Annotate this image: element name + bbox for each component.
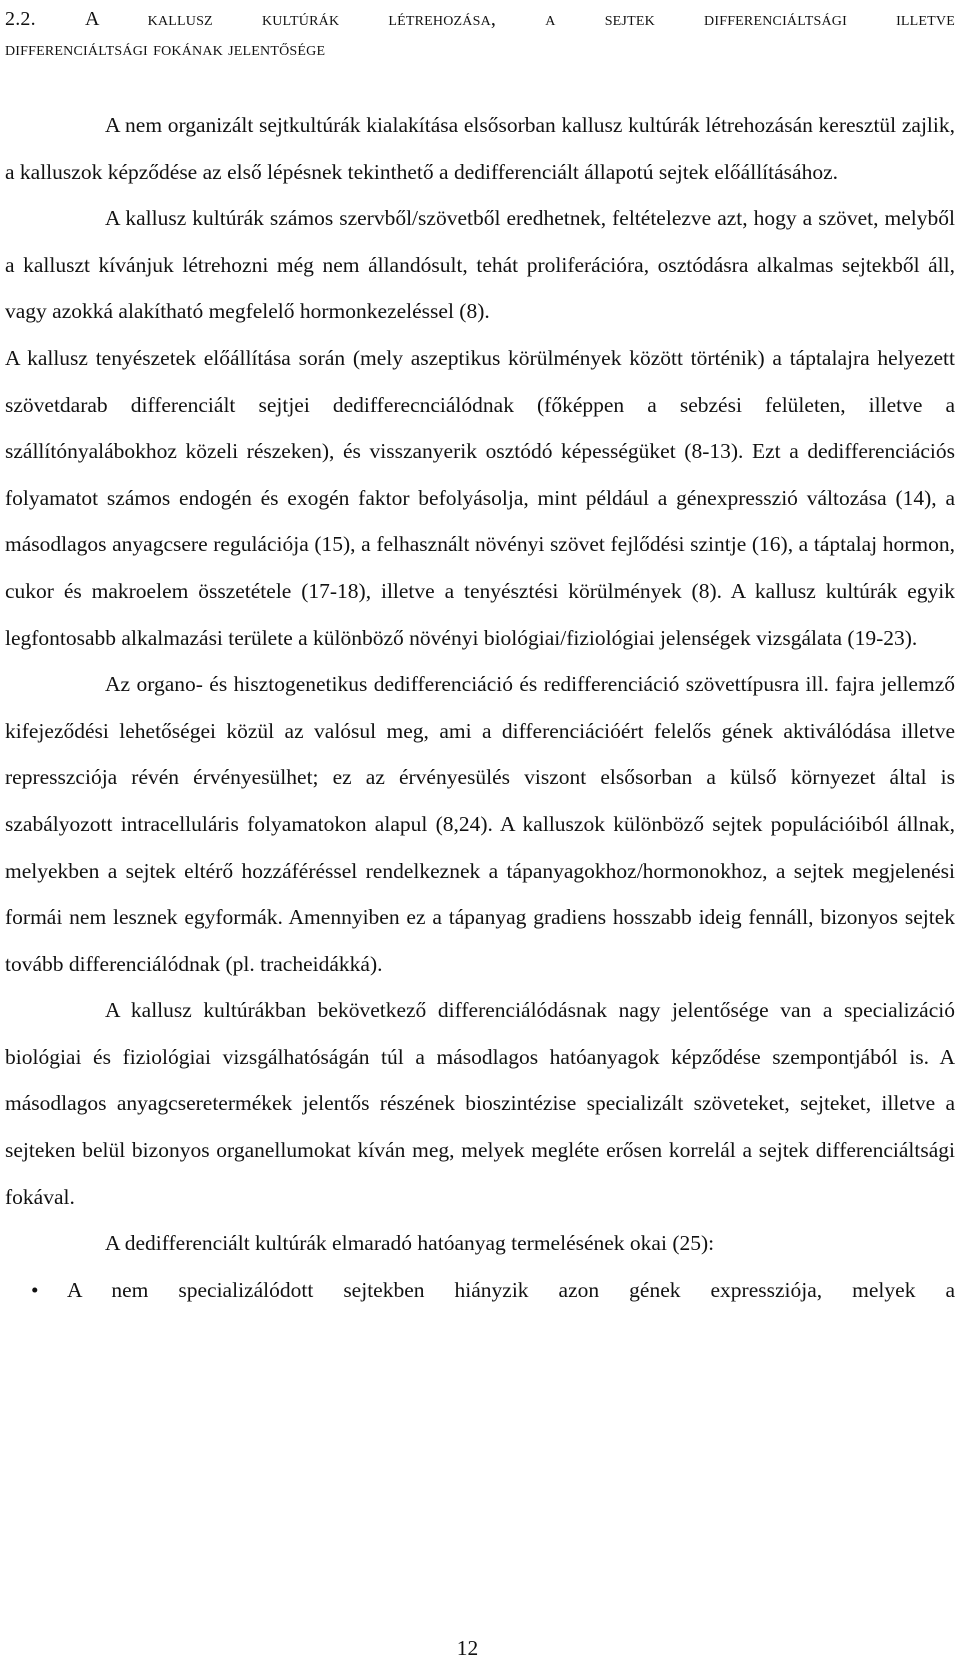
list-item — [5, 1267, 955, 1314]
bullet-text: A nem specializálódott sejtekben hiányzik azon gének expressziója, melyek a — [67, 1277, 955, 1302]
section-title-line2: differenciáltsági fokának jelentősége — [5, 38, 326, 60]
document-page — [5, 0, 955, 1313]
section-number: 2.2. — [5, 8, 36, 30]
paragraph-6: A dedifferenciált kultúrák elmaradó hatóanyag termelésének okai (25): — [105, 1231, 715, 1256]
paragraph-3: A kallusz tenyészetek előállítása során (mely aszeptikus körülmények között történik) a táptalajra helyezett szövetdarab differenciált sejtjei dedifferecnciálódnak (főképpen a sebzési felületen, illetve a szállítónyalábokhoz közeli részeken), és visszanyerik osztódó képességüket (8-13). Ezt a dedifferenciációs folyamatot számos endogén és exogén faktor befolyásolja, mint például a génexpresszió változása (14), a másodlagos anyagcsere regulációja (15), a felhasznált növényi szövet fejlődési szintje (16), a táptalaj hormon, cukor és makroelem összetétele (17-18), illetve a tenyésztési körülmények (8). A kallusz kultúrák egyik legfontosabb alkalmazási területe a különböző növényi biológiai/fiziológiai jelenségek vizsgálata (19-23). — [5, 345, 955, 650]
paragraph-4: Az organo- és hisztogenetikus dedifferenciáció és redifferenciáció szövettípusra ill. fajra jellemző kifejeződési lehetőségei közül az valósul meg, ami a differenciációért felelős gének aktiválódása illetve represszciója révén érvényesülhet; ez az érvényesülés viszont elsősorban a külső környezet által is szabályozott intracelluláris folyamatokon alapul (8,24). A kalluszok különböző sejtek populációiból állnak, melyekben a sejtek eltérő hozzáféréssel rendelkeznek a tápanyagokhoz/hormonokhoz, a sejtek megjelenési formái nem lesznek egyformák. Amennyiben ez a tápanyag gradiens hosszabb ideig fennáll, bizonyos sejtek tovább differenciálódnak (pl. tracheidákká). — [5, 672, 955, 976]
page-number: 12 — [456, 1636, 479, 1660]
bullet-marker: • — [31, 1277, 39, 1302]
section-title-line1: A kallusz kultúrák létrehozása, a sejtek differenciáltsági illetve — [84, 8, 955, 30]
paragraph-2: A kallusz kultúrák számos szervből/szövetből eredhetnek, feltételezve azt, hogy a szövet, melyből a kalluszt kívánjuk létrehozni még nem állandósult, tehát proliferációra, osztódásra alkalmas sejtekből áll, vagy azokká alakítható megfelelő hormonkezeléssel (8). — [5, 206, 955, 324]
section-heading — [5, 4, 955, 64]
paragraph-1: A nem organizált sejtkultúrák kialakítása elsősorban kallusz kultúrák létrehozásán keresztül zajlik, a kalluszok képződése az első lépésnek tekinthető a dedifferenciált állapotú sejtek előállításához. — [5, 113, 955, 184]
paragraph-5: A kallusz kultúrákban bekövetkező differenciálódásnak nagy jelentősége van a specializáció biológiai és fiziológiai vizsgálhatóságán túl a másodlagos hatóanyagok képződése szempontjából is. A másodlagos anyagcseretermékek jelentős részének bioszintézise specializált szöveteket, sejteket, illetve a sejteken belül bizonyos organellumokat kíván meg, melyek megléte erősen korrelál a sejtek differenciáltsági fokával. — [5, 998, 955, 1209]
